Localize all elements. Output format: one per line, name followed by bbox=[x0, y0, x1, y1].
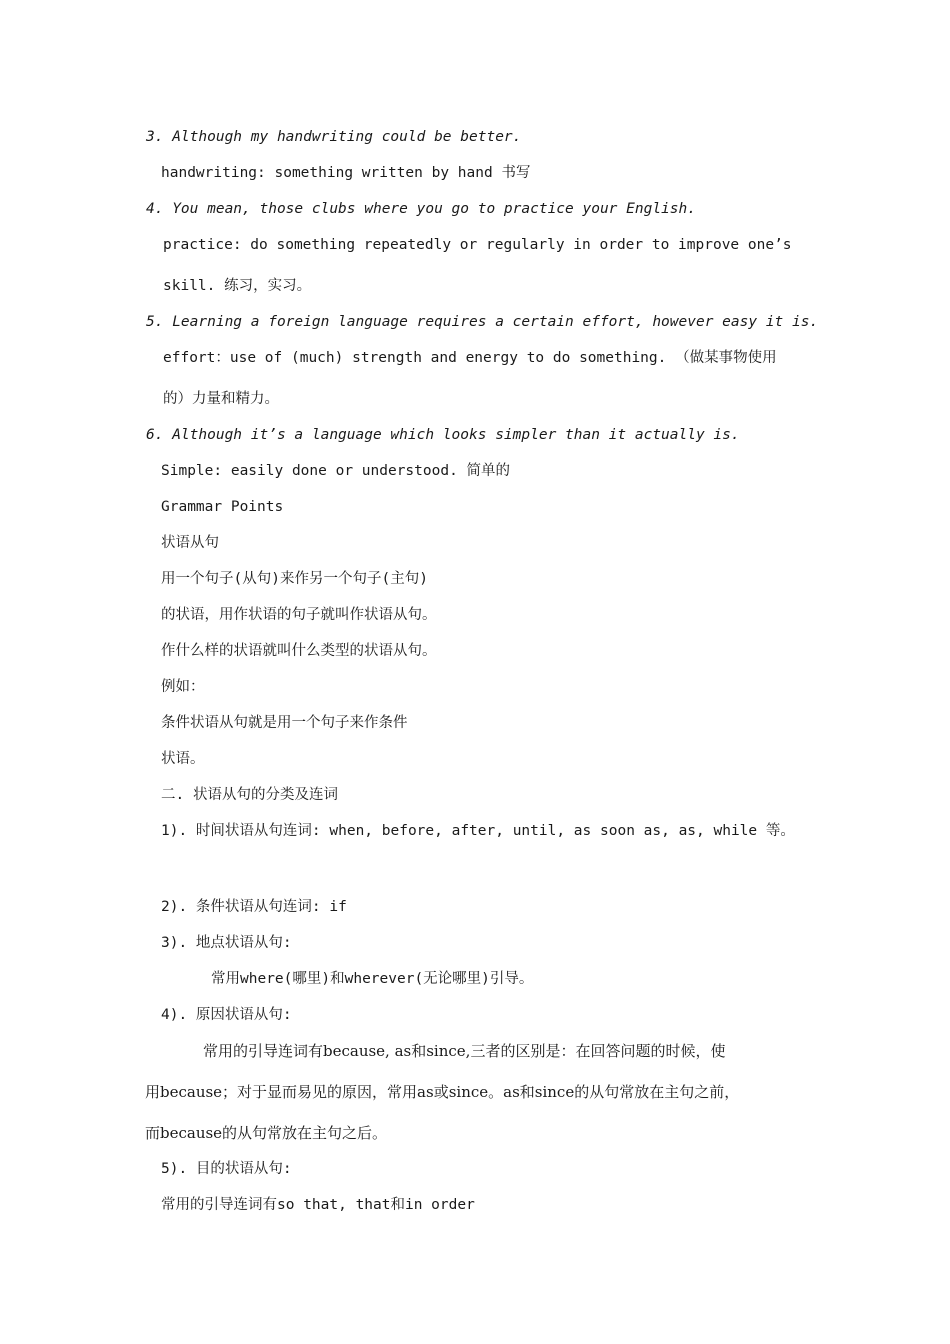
definition-effort-cont: 的）力量和精力。 bbox=[163, 391, 279, 407]
example-line-1: 条件状语从句就是用一个句子来作条件 bbox=[161, 715, 408, 731]
explanation-line-1: 用一个句子(从句)来作另一个句子(主句) bbox=[161, 571, 428, 587]
definition-effort: effort：use of (much) strength and energy to do something. （做某事物使用 bbox=[163, 350, 777, 366]
explanation-line-2: 的状语，用作状语的句子就叫作状语从句。 bbox=[161, 607, 437, 623]
sentence-3: 3. Although my handwriting could be better. bbox=[146, 129, 522, 145]
definition-simple: Simple: easily done or understood. 简单的 bbox=[161, 463, 511, 479]
sentence-5: 5. Learning a foreign language requires a certain effort, however easy it is. bbox=[146, 314, 819, 330]
definition-practice-cont: skill. 练习，实习。 bbox=[163, 278, 312, 294]
item-4-detail-line-1: 常用的引导连词有because, as和since,三者的区别是：在回答问题的时候，使 bbox=[203, 1042, 726, 1060]
definition-handwriting: handwriting: something written by hand 书写 bbox=[161, 165, 531, 181]
item-4-detail-line-2: 用because；对于显而易见的原因，常用as或since。as和since的从句常放在主句之前， bbox=[145, 1083, 740, 1101]
item-3-detail: 常用where(哪里)和wherever(无论哪里)引导。 bbox=[211, 971, 534, 987]
sentence-4: 4. You mean, those clubs where you go to practice your English. bbox=[146, 201, 696, 217]
example-label: 例如： bbox=[161, 679, 205, 695]
section-heading-classification: 二. 状语从句的分类及连词 bbox=[161, 787, 338, 803]
item-5-detail: 常用的引导连词有so that, that和in order bbox=[161, 1197, 475, 1213]
example-line-2: 状语。 bbox=[161, 751, 205, 767]
item-5-purpose-clause: 5). 目的状语从句: bbox=[161, 1161, 292, 1177]
item-3-place-clause: 3). 地点状语从句: bbox=[161, 935, 292, 951]
heading-adverbial-clause: 状语从句 bbox=[161, 535, 219, 551]
sentence-6: 6. Although it’s a language which looks simpler than it actually is. bbox=[146, 427, 740, 443]
item-4-detail-line-3: 而because的从句常放在主句之后。 bbox=[145, 1124, 388, 1142]
item-1-time-clause: 1). 时间状语从句连词: when, before, after, until, as soon as, as, while 等。 bbox=[161, 823, 795, 839]
item-2-condition-clause: 2). 条件状语从句连词: if bbox=[161, 899, 347, 915]
explanation-line-3: 作什么样的状语就叫什么类型的状语从句。 bbox=[161, 643, 437, 659]
item-4-reason-clause: 4). 原因状语从句: bbox=[161, 1007, 292, 1023]
section-heading-grammar-points: Grammar Points bbox=[161, 499, 284, 515]
definition-practice: practice: do something repeatedly or regularly in order to improve one’s bbox=[163, 237, 792, 253]
